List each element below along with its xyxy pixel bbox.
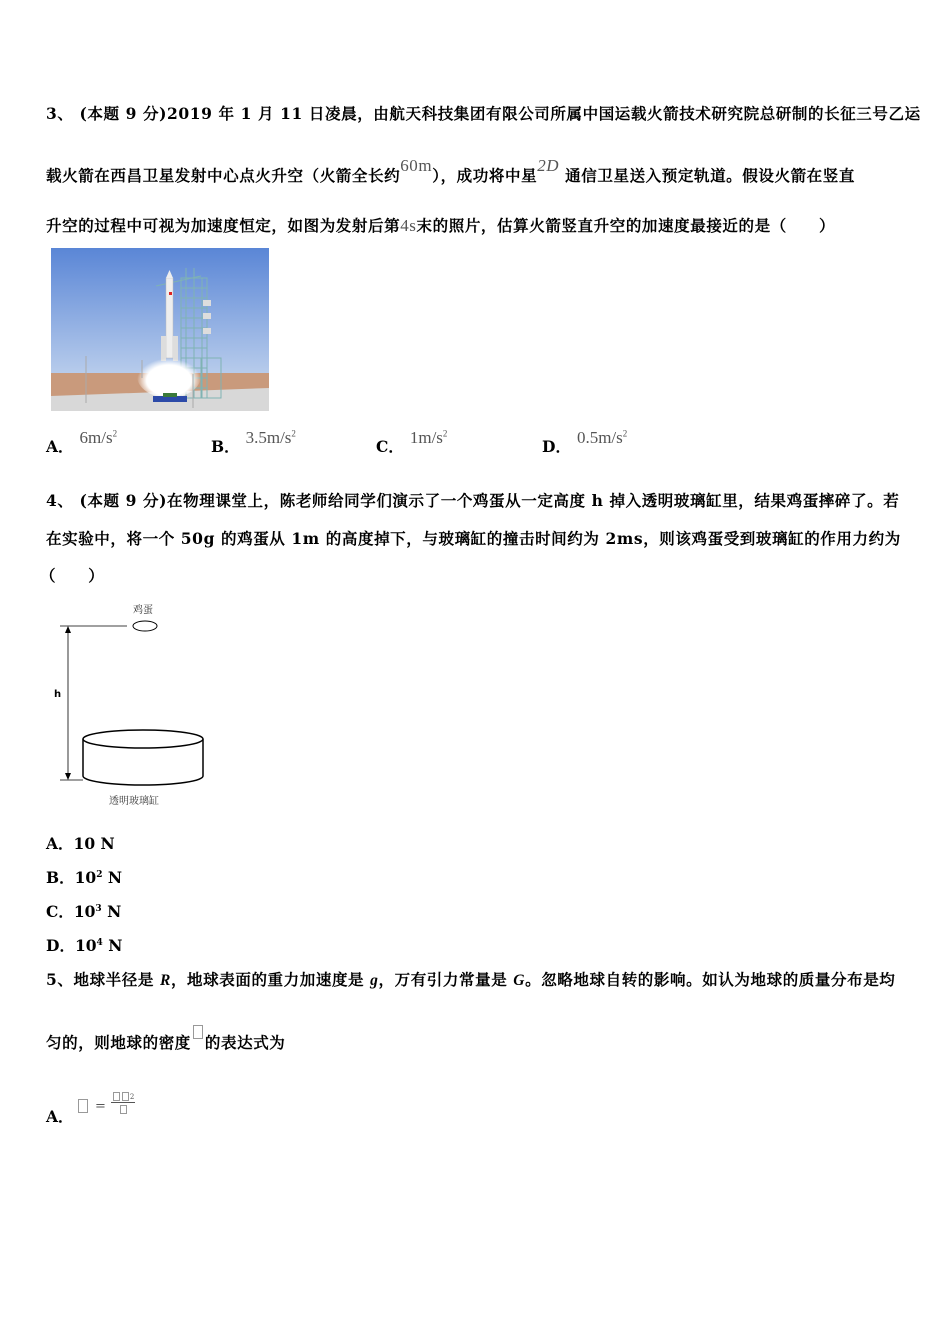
q4-option-d[interactable] bbox=[46, 934, 122, 956]
q5-var-r: R bbox=[159, 972, 171, 989]
egg-drop-diagram bbox=[45, 595, 225, 815]
q4-line3: （ ） bbox=[40, 566, 105, 585]
q3-text: 升空的过程中可视为加速度恒定，如图为发射后第 bbox=[46, 216, 401, 235]
q3-math-time: 4s bbox=[400, 216, 417, 235]
q3-option-a[interactable] bbox=[46, 428, 118, 457]
q5-option-a[interactable] bbox=[46, 1093, 135, 1127]
q3-math-sat: 2D bbox=[537, 156, 560, 175]
q5-text: ，万有引力常量是 bbox=[378, 970, 514, 989]
rocket-launch-photo bbox=[51, 248, 269, 411]
option-value: $10^2$ N bbox=[74, 868, 123, 887]
q3-line2 bbox=[46, 156, 855, 186]
option-label: C． bbox=[376, 437, 404, 456]
option-label: D． bbox=[542, 437, 571, 456]
q4-option-a[interactable] bbox=[46, 832, 115, 854]
option-label: B． bbox=[46, 868, 75, 887]
height-label: h bbox=[54, 689, 62, 700]
missing-glyph-icon bbox=[193, 1025, 203, 1039]
q4-line2: 在实验中，将一个 50g 的鸡蛋从 1m 的高度掉下，与玻璃缸的撞击时间约为 2ms，则该鸡蛋受到玻璃缸的作用力约为 bbox=[46, 529, 901, 548]
q3-math-length: 60m bbox=[400, 156, 433, 175]
q5-var-g: g bbox=[370, 972, 379, 989]
fraction: 2 bbox=[111, 1092, 135, 1114]
option-value: $1m/s^2$ bbox=[409, 428, 448, 447]
q4-line1: 4、 (本题 9 分)在物理课堂上，陈老师给同学们演示了一个鸡蛋从一定高度 h 掉入透明玻璃缸里，结果鸡蛋摔碎了。若 bbox=[46, 491, 900, 510]
q5-text: 。忽略地球自转的影响。如认为地球的质量分布是均 bbox=[525, 970, 896, 989]
q5-var-gconst: G bbox=[513, 972, 526, 989]
missing-glyph-icon bbox=[78, 1099, 88, 1113]
q4-option-c[interactable] bbox=[46, 900, 121, 922]
q3-option-d[interactable] bbox=[542, 428, 628, 457]
q5-text: 5、地球半径是 bbox=[46, 970, 160, 989]
q3-text: ），成功将中星 bbox=[432, 166, 538, 185]
q5-line2 bbox=[46, 1031, 285, 1053]
q5-text: ，地球表面的重力加速度是 bbox=[170, 970, 371, 989]
option-value: $10^4$ N bbox=[74, 936, 123, 955]
option-label: A． bbox=[46, 834, 74, 853]
option-value: $3.5m/s^2$ bbox=[245, 428, 296, 447]
egg-drop-drawing bbox=[45, 595, 225, 815]
option-label: B． bbox=[211, 437, 240, 456]
q3-option-b[interactable] bbox=[211, 428, 296, 457]
q3-text: 载火箭在西昌卫星发射中心点火升空（火箭全长约 bbox=[46, 166, 401, 185]
tank-label: 透明玻璃缸 bbox=[109, 796, 159, 807]
option-label: C． bbox=[46, 902, 74, 921]
q3-text: 末的照片，估算火箭竖直升空的加速度最接近的是（ ） bbox=[416, 216, 836, 235]
formula bbox=[76, 1095, 135, 1117]
q5-text: 匀的，则地球的密度 bbox=[46, 1033, 191, 1052]
q3-text: 通信卫星送入预定轨道。假设火箭在竖直 bbox=[565, 166, 855, 185]
q3-line1: 3、 (本题 9 分)2019 年 1 月 11 日凌晨，由航天科技集团有限公司所属中国运载火箭技术研究院总研制的长征三号乙运 bbox=[46, 104, 921, 123]
q5-text: 的表达式为 bbox=[204, 1033, 286, 1052]
egg-label: 鸡蛋 bbox=[133, 605, 153, 616]
q4-option-b[interactable] bbox=[46, 866, 122, 888]
q3-line3 bbox=[46, 214, 835, 236]
option-label: A． bbox=[46, 1107, 74, 1126]
option-value: $6m/s^2$ bbox=[79, 428, 118, 447]
option-label: D． bbox=[46, 936, 75, 955]
option-value: 10 N bbox=[73, 834, 115, 853]
equals-sign: = bbox=[95, 1098, 106, 1114]
q3-option-c[interactable] bbox=[376, 428, 448, 457]
option-label: A． bbox=[46, 437, 74, 456]
q5-line1 bbox=[46, 968, 895, 990]
option-value: $10^3$ N bbox=[73, 902, 122, 921]
option-value: $0.5m/s^2$ bbox=[576, 428, 628, 447]
